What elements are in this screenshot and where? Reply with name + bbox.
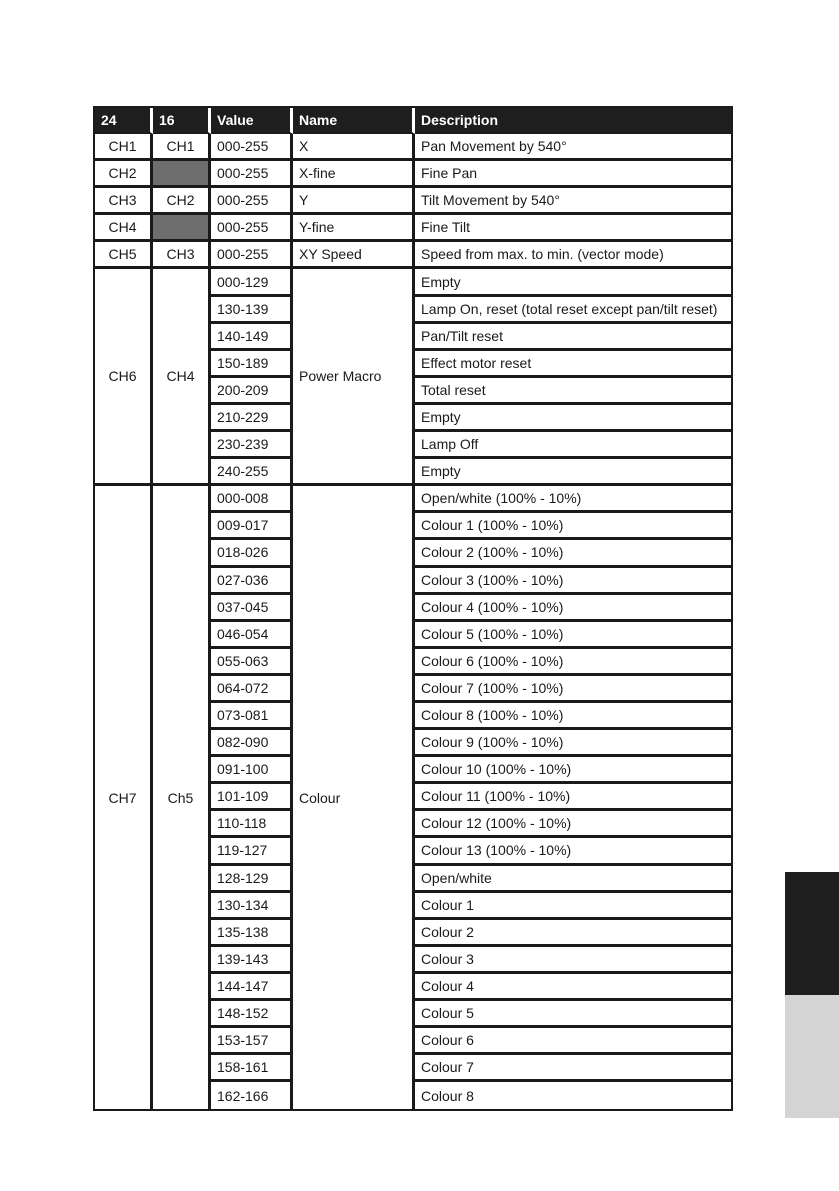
cell-description: Colour 6 bbox=[415, 1028, 731, 1055]
table-row bbox=[95, 215, 731, 242]
header-24ch: 24 bbox=[95, 108, 153, 134]
cell-description: Fine Pan bbox=[415, 161, 731, 188]
header-description: Description bbox=[415, 108, 731, 134]
cell-description: Colour 2 bbox=[415, 920, 731, 947]
cell-value: 200-209 bbox=[211, 378, 293, 405]
cell-description: Empty bbox=[415, 405, 731, 432]
cell-value: 000-255 bbox=[211, 215, 293, 242]
cell-value: 110-118 bbox=[211, 811, 293, 838]
cell-value: 000-255 bbox=[211, 188, 293, 215]
cell-description: Colour 1 bbox=[415, 893, 731, 920]
cell-ch24: CH5 bbox=[95, 242, 153, 269]
cell-description: Pan/Tilt reset bbox=[415, 324, 731, 351]
cell-description: Colour 5 bbox=[415, 1001, 731, 1028]
cell-value: 158-161 bbox=[211, 1055, 293, 1082]
cell-value: 162-166 bbox=[211, 1082, 293, 1109]
cell-value: 128-129 bbox=[211, 866, 293, 893]
side-tab-dark bbox=[785, 872, 839, 995]
header-16ch: 16 bbox=[153, 108, 211, 134]
cell-value: 240-255 bbox=[211, 459, 293, 486]
cell-description: Empty bbox=[415, 459, 731, 486]
table-header-row bbox=[95, 108, 731, 134]
header-value: Value bbox=[211, 108, 293, 134]
cell-description: Colour 7 bbox=[415, 1055, 731, 1082]
cell-ch24: CH7 bbox=[95, 486, 153, 1109]
cell-value: 139-143 bbox=[211, 947, 293, 974]
cell-description: Speed from max. to min. (vector mode) bbox=[415, 242, 731, 269]
cell-description: Colour 10 (100% - 10%) bbox=[415, 757, 731, 784]
header-name: Name bbox=[293, 108, 415, 134]
cell-name: X bbox=[293, 134, 415, 161]
cell-description: Colour 4 bbox=[415, 974, 731, 1001]
cell-name: Power Macro bbox=[293, 269, 415, 486]
cell-value: 018-026 bbox=[211, 540, 293, 567]
table-row bbox=[95, 134, 731, 161]
cell-value: 000-129 bbox=[211, 269, 293, 296]
cell-value: 091-100 bbox=[211, 757, 293, 784]
cell-name: X-fine bbox=[293, 161, 415, 188]
cell-description: Effect motor reset bbox=[415, 351, 731, 378]
cell-value: 046-054 bbox=[211, 622, 293, 649]
cell-value: 130-139 bbox=[211, 297, 293, 324]
cell-ch16: Ch5 bbox=[153, 486, 211, 1109]
cell-value: 064-072 bbox=[211, 676, 293, 703]
cell-value: 135-138 bbox=[211, 920, 293, 947]
cell-description: Pan Movement by 540° bbox=[415, 134, 731, 161]
cell-value: 000-008 bbox=[211, 486, 293, 513]
side-tab-light bbox=[785, 995, 839, 1118]
cell-description: Colour 8 (100% - 10%) bbox=[415, 703, 731, 730]
cell-description: Colour 2 (100% - 10%) bbox=[415, 540, 731, 567]
cell-ch24: CH3 bbox=[95, 188, 153, 215]
cell-value: 210-229 bbox=[211, 405, 293, 432]
cell-value: 119-127 bbox=[211, 838, 293, 865]
table-row bbox=[95, 188, 731, 215]
cell-ch16: CH3 bbox=[153, 242, 211, 269]
cell-description: Tilt Movement by 540° bbox=[415, 188, 731, 215]
cell-ch24: CH1 bbox=[95, 134, 153, 161]
cell-ch16-unused bbox=[153, 161, 211, 188]
cell-description: Colour 5 (100% - 10%) bbox=[415, 622, 731, 649]
cell-ch16-unused bbox=[153, 215, 211, 242]
cell-description: Open/white bbox=[415, 866, 731, 893]
cell-description: Fine Tilt bbox=[415, 215, 731, 242]
table-body bbox=[95, 134, 731, 1109]
cell-description: Empty bbox=[415, 269, 731, 296]
cell-description: Colour 12 (100% - 10%) bbox=[415, 811, 731, 838]
cell-value: 000-255 bbox=[211, 134, 293, 161]
cell-value: 101-109 bbox=[211, 784, 293, 811]
table-row bbox=[95, 486, 731, 513]
cell-ch24: CH6 bbox=[95, 269, 153, 486]
cell-value: 037-045 bbox=[211, 595, 293, 622]
cell-value: 000-255 bbox=[211, 242, 293, 269]
dmx-channel-table bbox=[93, 106, 733, 1111]
cell-description: Colour 7 (100% - 10%) bbox=[415, 676, 731, 703]
cell-ch24: CH2 bbox=[95, 161, 153, 188]
cell-description: Colour 11 (100% - 10%) bbox=[415, 784, 731, 811]
table-row bbox=[95, 269, 731, 296]
cell-description: Colour 8 bbox=[415, 1082, 731, 1109]
cell-name: Y bbox=[293, 188, 415, 215]
cell-value: 055-063 bbox=[211, 649, 293, 676]
cell-ch24: CH4 bbox=[95, 215, 153, 242]
cell-description: Lamp Off bbox=[415, 432, 731, 459]
cell-value: 148-152 bbox=[211, 1001, 293, 1028]
cell-ch16: CH2 bbox=[153, 188, 211, 215]
cell-description: Lamp On, reset (total reset except pan/tilt reset) bbox=[415, 297, 731, 324]
cell-description: Colour 9 (100% - 10%) bbox=[415, 730, 731, 757]
cell-description: Colour 13 (100% - 10%) bbox=[415, 838, 731, 865]
cell-value: 230-239 bbox=[211, 432, 293, 459]
cell-value: 140-149 bbox=[211, 324, 293, 351]
cell-value: 009-017 bbox=[211, 513, 293, 540]
cell-value: 153-157 bbox=[211, 1028, 293, 1055]
cell-description: Total reset bbox=[415, 378, 731, 405]
cell-description: Open/white (100% - 10%) bbox=[415, 486, 731, 513]
cell-description: Colour 6 (100% - 10%) bbox=[415, 649, 731, 676]
cell-name: XY Speed bbox=[293, 242, 415, 269]
cell-description: Colour 3 bbox=[415, 947, 731, 974]
cell-value: 130-134 bbox=[211, 893, 293, 920]
cell-ch16: CH1 bbox=[153, 134, 211, 161]
cell-value: 144-147 bbox=[211, 974, 293, 1001]
cell-value: 150-189 bbox=[211, 351, 293, 378]
cell-description: Colour 4 (100% - 10%) bbox=[415, 595, 731, 622]
cell-name: Colour bbox=[293, 486, 415, 1109]
cell-value: 027-036 bbox=[211, 568, 293, 595]
cell-ch16: CH4 bbox=[153, 269, 211, 486]
table-row bbox=[95, 161, 731, 188]
cell-description: Colour 1 (100% - 10%) bbox=[415, 513, 731, 540]
cell-value: 000-255 bbox=[211, 161, 293, 188]
cell-name: Y-fine bbox=[293, 215, 415, 242]
cell-value: 082-090 bbox=[211, 730, 293, 757]
cell-value: 073-081 bbox=[211, 703, 293, 730]
cell-description: Colour 3 (100% - 10%) bbox=[415, 568, 731, 595]
table-row bbox=[95, 242, 731, 269]
